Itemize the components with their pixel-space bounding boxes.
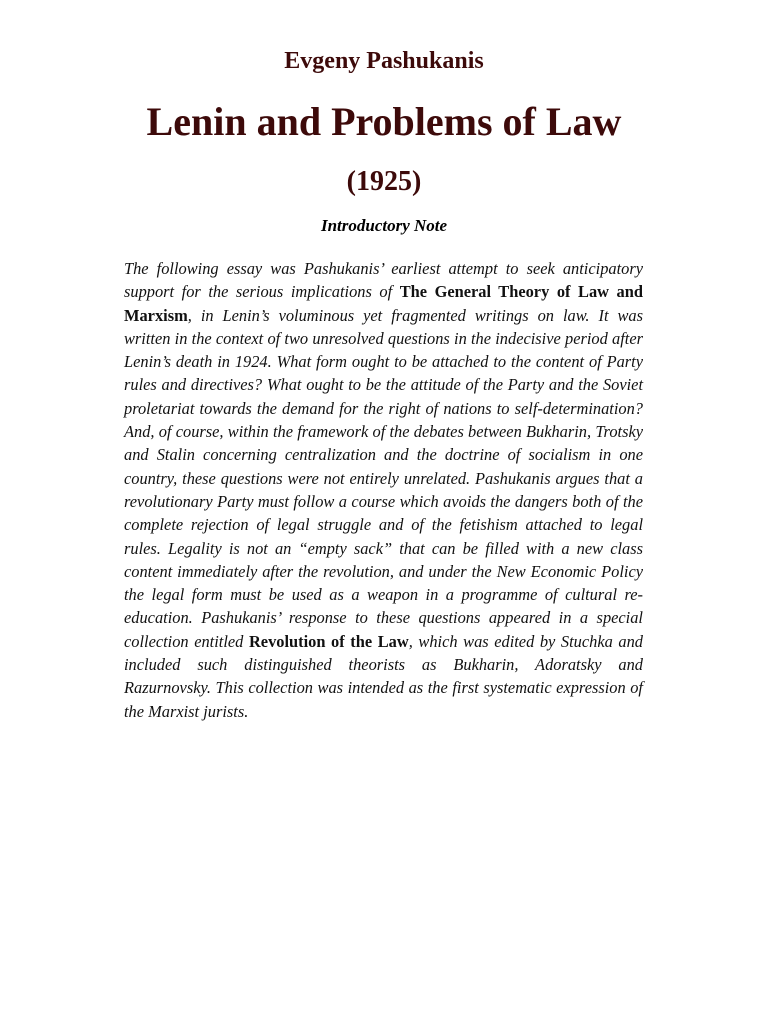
collection-title-revolution-of-the-law: Revolution of the Law [248,631,409,651]
publication-year: (1925) [346,166,422,197]
introductory-note-heading: Introductory Note [320,216,448,235]
paragraph-text-part-1: The following essay was Pashukanis’ earliest attempt to seek anticipatory support for the serious implications of [124,259,643,302]
book-title-general-theory: The General Theory of Law and Marxism [124,282,643,325]
author-name: Evgeny Pashukanis [284,48,484,74]
paragraph-text-part-3: , which was edited by Stuchka and included such distinguished theorists as Bukharin, Adoratsky and Razurnovsky. This collection was intended as the first systematic expression of the Marxist jurists. [124,631,643,721]
paragraph-text-part-2: , in Lenin’s voluminous yet fragmented writings on law. It was written in the context of two unresolved questions in the indecisive period after Lenin’s death in 1924. What form ought to be attached to the content of Party rules and directives? What ought to be the attitude of the Party and the Soviet proletariat towards the demand for the right of nations to self-determination? And, of course, within the framework of the debates between Bukharin, Trotsky and Stalin concerning centralization and the doctrine of socialism in one country, these questions were not entirely unrelated. Pashukanis argues that a revolutionary Party must follow a course which avoids the dangers both of the complete rejection of legal struggle and of the fetishism attached to legal rules. Legality is not an “empty sack” that can be filled with a new class content immediately after the revolution, and under the New Economic Policy the legal form must be used as a weapon in a programme of cultural re-education. Pashukanis’ response to these questions appeared in a special collection entitled [124,305,643,651]
document-title: Lenin and Problems of Law [146,99,622,144]
introductory-note-paragraph [124,257,643,723]
